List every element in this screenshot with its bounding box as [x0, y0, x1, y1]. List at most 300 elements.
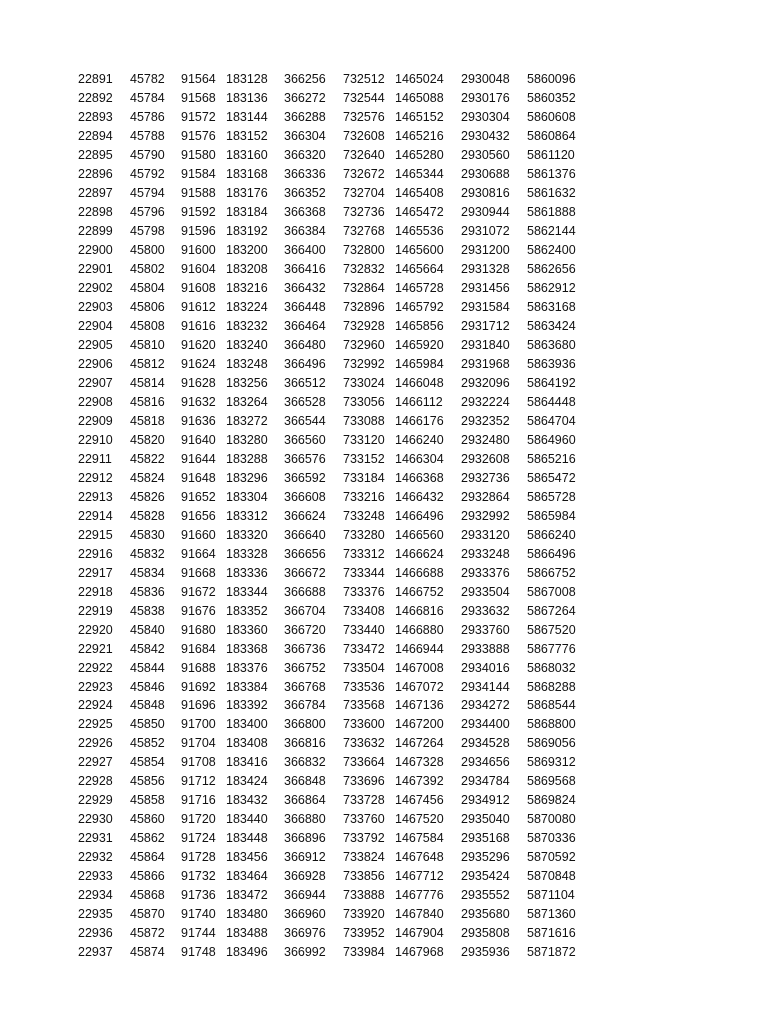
table-cell: 22914 [78, 508, 113, 523]
table-cell: 1466240 [395, 432, 444, 447]
table-cell: 183152 [226, 128, 268, 143]
table-cell: 91628 [181, 375, 216, 390]
table-cell: 1465984 [395, 356, 444, 371]
table-cell: 45854 [130, 755, 165, 770]
table-cell: 733440 [343, 622, 385, 637]
table-cell: 45796 [130, 204, 165, 219]
table-cell: 2934272 [461, 698, 510, 713]
table-cell: 22898 [78, 204, 113, 219]
table-cell: 1467200 [395, 717, 444, 732]
table-cell: 22897 [78, 185, 113, 200]
table-cell: 5867008 [527, 584, 576, 599]
table-cell: 2932224 [461, 394, 510, 409]
table-cell: 1465600 [395, 242, 444, 257]
table-cell: 45832 [130, 546, 165, 561]
table-cell: 45816 [130, 394, 165, 409]
table-cell: 91696 [181, 698, 216, 713]
table-cell: 5869568 [527, 774, 576, 789]
table-cell: 45874 [130, 945, 165, 960]
table-cell: 2931200 [461, 242, 510, 257]
table-cell: 5868032 [527, 660, 576, 675]
table-cell: 183232 [226, 318, 268, 333]
table-cell: 183280 [226, 432, 268, 447]
table-cell: 1466432 [395, 489, 444, 504]
table-cell: 45788 [130, 128, 165, 143]
table-cell: 732992 [343, 356, 385, 371]
table-cell: 183184 [226, 204, 268, 219]
table-cell: 1465344 [395, 166, 444, 181]
table-cell: 733664 [343, 755, 385, 770]
table-row [78, 659, 587, 678]
table-cell: 22913 [78, 489, 113, 504]
table-cell: 183384 [226, 679, 268, 694]
table-cell: 1467392 [395, 774, 444, 789]
table-cell: 22912 [78, 470, 113, 485]
table-cell: 1467840 [395, 907, 444, 922]
table-cell: 5871616 [527, 926, 576, 941]
table-cell: 22907 [78, 375, 113, 390]
table-cell: 2931072 [461, 223, 510, 238]
table-cell: 91688 [181, 660, 216, 675]
table-cell: 2930304 [461, 109, 510, 124]
table-cell: 183368 [226, 641, 268, 656]
table-cell: 91608 [181, 280, 216, 295]
table-cell: 733728 [343, 793, 385, 808]
table-row [78, 279, 587, 298]
table-cell: 366672 [284, 565, 326, 580]
table-cell: 5866752 [527, 565, 576, 580]
table-cell: 22902 [78, 280, 113, 295]
table-cell: 22908 [78, 394, 113, 409]
table-cell: 91572 [181, 109, 216, 124]
table-cell: 22934 [78, 888, 113, 903]
table-cell: 2935808 [461, 926, 510, 941]
table-cell: 1465856 [395, 318, 444, 333]
table-cell: 366272 [284, 90, 326, 105]
table-cell: 5864192 [527, 375, 576, 390]
table-cell: 2930688 [461, 166, 510, 181]
table-cell: 91744 [181, 926, 216, 941]
table-cell: 91732 [181, 869, 216, 884]
table-cell: 366432 [284, 280, 326, 295]
table-cell: 366544 [284, 413, 326, 428]
table-cell: 183208 [226, 261, 268, 276]
table-cell: 732928 [343, 318, 385, 333]
table-cell: 733856 [343, 869, 385, 884]
table-cell: 2933760 [461, 622, 510, 637]
table-cell: 366784 [284, 698, 326, 713]
table-cell: 22904 [78, 318, 113, 333]
table-cell: 45844 [130, 660, 165, 675]
table-cell: 22892 [78, 90, 113, 105]
table-cell: 45834 [130, 565, 165, 580]
table-cell: 2931968 [461, 356, 510, 371]
table-cell: 45782 [130, 72, 165, 86]
table-cell: 22923 [78, 679, 113, 694]
table-cell: 45802 [130, 261, 165, 276]
table-cell: 5867264 [527, 603, 576, 618]
table-cell: 22903 [78, 299, 113, 314]
table-row [78, 203, 587, 222]
table-row [78, 867, 587, 886]
table-cell: 366624 [284, 508, 326, 523]
table-cell: 91712 [181, 774, 216, 789]
table-cell: 2932352 [461, 413, 510, 428]
table-cell: 5865472 [527, 470, 576, 485]
table-cell: 733248 [343, 508, 385, 523]
table-cell: 22900 [78, 242, 113, 257]
table-cell: 366816 [284, 736, 326, 751]
table-cell: 2932096 [461, 375, 510, 390]
table-cell: 45846 [130, 679, 165, 694]
table-cell: 2933376 [461, 565, 510, 580]
table-cell: 1466496 [395, 508, 444, 523]
table-cell: 45790 [130, 147, 165, 162]
table-cell: 5868800 [527, 717, 576, 732]
table-cell: 91576 [181, 128, 216, 143]
table-cell: 366528 [284, 394, 326, 409]
table-cell: 183328 [226, 546, 268, 561]
table-cell: 22905 [78, 337, 113, 352]
table-cell: 22896 [78, 166, 113, 181]
table-cell: 22930 [78, 812, 113, 827]
table-cell: 732896 [343, 299, 385, 314]
table-cell: 2930432 [461, 128, 510, 143]
table-cell: 91736 [181, 888, 216, 903]
table-cell: 2934528 [461, 736, 510, 751]
table-row [78, 355, 587, 374]
table-cell: 733408 [343, 603, 385, 618]
table-row [78, 222, 587, 241]
table-row [78, 165, 587, 184]
table-cell: 45838 [130, 603, 165, 618]
table-cell: 183240 [226, 337, 268, 352]
table-row [78, 317, 587, 336]
table-cell: 733920 [343, 907, 385, 922]
table-cell: 5867520 [527, 622, 576, 637]
table-row [78, 127, 587, 146]
table-cell: 2932992 [461, 508, 510, 523]
table-cell: 5860864 [527, 128, 576, 143]
table-cell: 1467584 [395, 831, 444, 846]
table-cell: 45856 [130, 774, 165, 789]
table-cell: 5864448 [527, 394, 576, 409]
table-cell: 5860608 [527, 109, 576, 124]
table-cell: 2933120 [461, 527, 510, 542]
table-cell: 183344 [226, 584, 268, 599]
table-cell: 5861376 [527, 166, 576, 181]
table-cell: 5866240 [527, 527, 576, 542]
table-cell: 733568 [343, 698, 385, 713]
table-cell: 366848 [284, 774, 326, 789]
table-cell: 366832 [284, 755, 326, 770]
table-cell: 1466304 [395, 451, 444, 466]
table-row [78, 886, 587, 905]
table-cell: 45820 [130, 432, 165, 447]
table-row [78, 602, 587, 621]
table-cell: 2934400 [461, 717, 510, 732]
table-cell: 91664 [181, 546, 216, 561]
table-cell: 1465280 [395, 147, 444, 162]
table-cell: 183296 [226, 470, 268, 485]
table-cell: 22920 [78, 622, 113, 637]
table-cell: 91676 [181, 603, 216, 618]
table-cell: 1465920 [395, 337, 444, 352]
table-cell: 733504 [343, 660, 385, 675]
table-cell: 1465088 [395, 90, 444, 105]
table-cell: 91624 [181, 356, 216, 371]
table-cell: 2930944 [461, 204, 510, 219]
table-cell: 22894 [78, 128, 113, 143]
table-cell: 366800 [284, 717, 326, 732]
table-cell: 22932 [78, 850, 113, 865]
table-cell: 2935168 [461, 831, 510, 846]
table-cell: 1466560 [395, 527, 444, 542]
table-cell: 22901 [78, 261, 113, 276]
table-cell: 91704 [181, 736, 216, 751]
table-cell: 2933504 [461, 584, 510, 599]
table-cell: 5863168 [527, 299, 576, 314]
table-cell: 2934144 [461, 679, 510, 694]
table-cell: 733792 [343, 831, 385, 846]
table-cell: 45806 [130, 299, 165, 314]
table-row [78, 431, 587, 450]
table-cell: 366480 [284, 337, 326, 352]
table-cell: 733536 [343, 679, 385, 694]
table-cell: 45828 [130, 508, 165, 523]
table-cell: 183168 [226, 166, 268, 181]
table-cell: 91680 [181, 622, 216, 637]
table-cell: 91596 [181, 223, 216, 238]
table-cell: 183136 [226, 90, 268, 105]
table-body [78, 70, 587, 962]
table-cell: 22927 [78, 755, 113, 770]
table-cell: 733632 [343, 736, 385, 751]
table-cell: 1467328 [395, 755, 444, 770]
table-cell: 5861632 [527, 185, 576, 200]
table-cell: 22918 [78, 584, 113, 599]
table-cell: 366416 [284, 261, 326, 276]
table-cell: 366976 [284, 926, 326, 941]
table-cell: 183160 [226, 147, 268, 162]
table-row [78, 564, 587, 583]
table-cell: 732832 [343, 261, 385, 276]
table-cell: 733056 [343, 394, 385, 409]
table-cell: 366640 [284, 527, 326, 542]
table-cell: 2932736 [461, 470, 510, 485]
table-row [78, 905, 587, 924]
table-cell: 45860 [130, 812, 165, 827]
table-cell: 732544 [343, 90, 385, 105]
table-cell: 22917 [78, 565, 113, 580]
table-cell: 183376 [226, 660, 268, 675]
table-cell: 183200 [226, 242, 268, 257]
table-cell: 183288 [226, 451, 268, 466]
table-cell: 45862 [130, 831, 165, 846]
table-cell: 2932864 [461, 489, 510, 504]
table-cell: 366944 [284, 888, 326, 903]
table-row [78, 772, 587, 791]
table-cell: 45792 [130, 166, 165, 181]
table-cell: 733984 [343, 945, 385, 960]
table-cell: 5870080 [527, 812, 576, 827]
table-cell: 91620 [181, 337, 216, 352]
table-cell: 22931 [78, 831, 113, 846]
table-cell: 45868 [130, 888, 165, 903]
table-cell: 1466880 [395, 622, 444, 637]
table-cell: 5864960 [527, 432, 576, 447]
table-row [78, 374, 587, 393]
table-cell: 91564 [181, 72, 216, 86]
table-cell: 91724 [181, 831, 216, 846]
table-cell: 5869056 [527, 736, 576, 751]
table-cell: 1466048 [395, 375, 444, 390]
table-cell: 1467712 [395, 869, 444, 884]
number-table [78, 70, 587, 962]
table-cell: 2931840 [461, 337, 510, 352]
table-row [78, 621, 587, 640]
table-cell: 22906 [78, 356, 113, 371]
table-cell: 45824 [130, 470, 165, 485]
table-cell: 366992 [284, 945, 326, 960]
table-row [78, 753, 587, 772]
table-cell: 366688 [284, 584, 326, 599]
table-cell: 1465024 [395, 72, 444, 86]
table-cell: 5871360 [527, 907, 576, 922]
table-cell: 732512 [343, 72, 385, 86]
table-cell: 22926 [78, 736, 113, 751]
table-cell: 91716 [181, 793, 216, 808]
table-cell: 5862144 [527, 223, 576, 238]
table-cell: 366496 [284, 356, 326, 371]
table-cell: 366752 [284, 660, 326, 675]
table-cell: 45870 [130, 907, 165, 922]
table-cell: 183256 [226, 375, 268, 390]
table-cell: 1466752 [395, 584, 444, 599]
table-cell: 5860096 [527, 72, 576, 86]
table-cell: 366880 [284, 812, 326, 827]
table-cell: 366464 [284, 318, 326, 333]
table-cell: 22928 [78, 774, 113, 789]
table-cell: 5865984 [527, 508, 576, 523]
table-cell: 1465216 [395, 128, 444, 143]
table-cell: 1465472 [395, 204, 444, 219]
table-cell: 366448 [284, 299, 326, 314]
table-cell: 5865728 [527, 489, 576, 504]
table-cell: 45872 [130, 926, 165, 941]
table-cell: 2930176 [461, 90, 510, 105]
table-row [78, 810, 587, 829]
table-row [78, 393, 587, 412]
table-cell: 91700 [181, 717, 216, 732]
table-cell: 5870592 [527, 850, 576, 865]
table-cell: 732768 [343, 223, 385, 238]
table-row [78, 146, 587, 165]
table-cell: 22937 [78, 945, 113, 960]
table-cell: 1465152 [395, 109, 444, 124]
table-cell: 183312 [226, 508, 268, 523]
table-cell: 5861120 [527, 147, 575, 162]
table-cell: 45812 [130, 356, 165, 371]
table-cell: 2933632 [461, 603, 510, 618]
table-cell: 2930048 [461, 72, 510, 86]
table-cell: 22919 [78, 603, 113, 618]
table-cell: 22922 [78, 660, 113, 675]
table-cell: 22891 [78, 72, 113, 86]
table-cell: 366512 [284, 375, 326, 390]
table-cell: 91644 [181, 451, 216, 466]
table-cell: 91616 [181, 318, 216, 333]
table-cell: 183400 [226, 717, 268, 732]
table-cell: 2930560 [461, 147, 510, 162]
table-cell: 91692 [181, 679, 216, 694]
table-cell: 1467264 [395, 736, 444, 751]
table-cell: 2934016 [461, 660, 510, 675]
table-cell: 732960 [343, 337, 385, 352]
table-cell: 732864 [343, 280, 385, 295]
table-cell: 91656 [181, 508, 216, 523]
table-cell: 732576 [343, 109, 385, 124]
table-cell: 5870848 [527, 869, 576, 884]
table-cell: 183248 [226, 356, 268, 371]
table-cell: 5862400 [527, 242, 576, 257]
table-cell: 183176 [226, 185, 268, 200]
table-cell: 2931456 [461, 280, 510, 295]
table-cell: 183392 [226, 698, 268, 713]
table-cell: 45826 [130, 489, 165, 504]
table-cell: 1465792 [395, 299, 444, 314]
table-cell: 91684 [181, 641, 216, 656]
table-cell: 2935424 [461, 869, 510, 884]
table-cell: 91632 [181, 394, 216, 409]
table-cell: 45836 [130, 584, 165, 599]
table-cell: 91636 [181, 413, 216, 428]
table-cell: 2935040 [461, 812, 510, 827]
table-cell: 733120 [343, 432, 385, 447]
table-row [78, 734, 587, 753]
table-cell: 366256 [284, 72, 326, 86]
table-cell: 22893 [78, 109, 113, 124]
table-cell: 366400 [284, 242, 326, 257]
table-cell: 5864704 [527, 413, 576, 428]
table-cell: 366720 [284, 622, 326, 637]
table-cell: 183416 [226, 755, 268, 770]
table-cell: 1466944 [395, 641, 444, 656]
table-cell: 5869824 [527, 793, 576, 808]
table-cell: 2934912 [461, 793, 510, 808]
table-cell: 366704 [284, 603, 326, 618]
table-cell: 183352 [226, 603, 268, 618]
table-cell: 366560 [284, 432, 326, 447]
table-cell: 45818 [130, 413, 165, 428]
table-row [78, 791, 587, 810]
table-cell: 1465408 [395, 185, 444, 200]
table-cell: 366336 [284, 166, 326, 181]
table-cell: 91668 [181, 565, 216, 580]
table-cell: 22925 [78, 717, 113, 732]
table-row [78, 829, 587, 848]
table-cell: 91640 [181, 432, 216, 447]
table-cell: 1465728 [395, 280, 444, 295]
table-cell: 22910 [78, 432, 113, 447]
table-cell: 183448 [226, 831, 268, 846]
table-cell: 45850 [130, 717, 165, 732]
table-cell: 733600 [343, 717, 385, 732]
table-cell: 733088 [343, 413, 385, 428]
table-row [78, 943, 587, 962]
table-cell: 1466368 [395, 470, 444, 485]
table-cell: 183192 [226, 223, 268, 238]
